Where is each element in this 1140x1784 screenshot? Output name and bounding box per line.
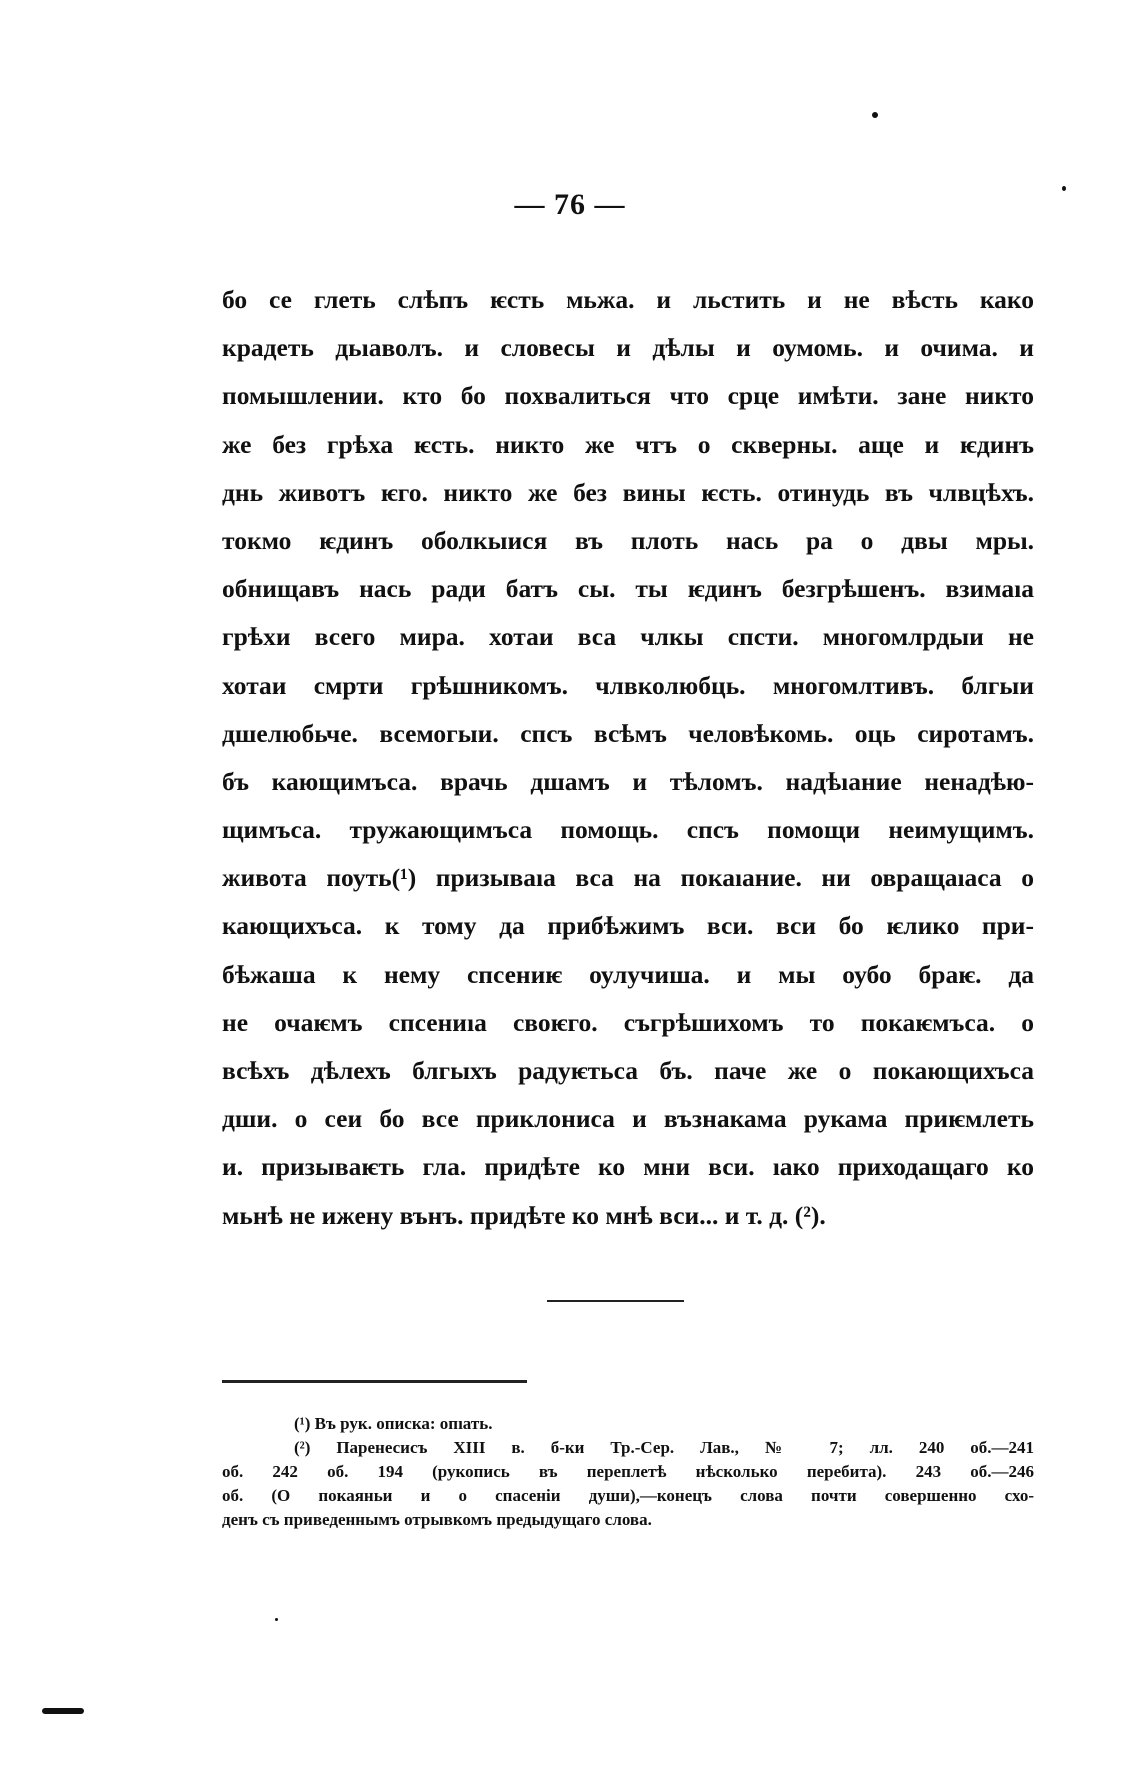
text-line: токмо ѥдинъ оболкыися въ плоть нась ра о двы мрьı. xyxy=(222,525,1034,555)
text-line: дши. о сеи бо все приклониса и възнакама рукама приѥмлеть xyxy=(222,1104,1034,1134)
text-line: бѣжаша к нему спсениѥ оулучиша. и мы оубо браѥ. да xyxy=(222,959,1034,989)
footnote-line: (¹) Въ рук. описка: опıать. xyxy=(294,1414,493,1433)
footnote-rule xyxy=(222,1380,527,1383)
footnote-line: об. (О покаяньи и о спасеніи души),—конецъ слова почти совершенно схо- xyxy=(222,1486,1034,1505)
scan-speck xyxy=(1062,186,1066,191)
scan-speck xyxy=(872,112,878,118)
body-text xyxy=(222,276,1034,1240)
text-line: живота поуть(¹) призываıа вса на покаıание. ни овращаıаса о xyxy=(222,863,1034,893)
text-line: и. призываѥть гла. придѣте ко мни вси. ıако приходащаго ко xyxy=(222,1152,1034,1182)
text-line: же без грѣха ѥсть. никто же чтъ о скверны. аще и ѥдинъ xyxy=(222,429,1034,459)
scan-mark xyxy=(42,1708,84,1714)
text-line: хотаи смрти грѣшникомъ. члвколюбць. многомлтивъ. блгыи xyxy=(222,670,1034,700)
text-line: всѣхъ дѣлехъ блгыхъ радуѥтьса бъ. паче же о покающихъса xyxy=(222,1056,1034,1085)
footnote-line: об. 242 об. 194 (рукопись въ переплетѣ нѣсколько перебита). 243 об.—246 xyxy=(222,1462,1034,1481)
text-line: обнищавъ нась ради батъ сы. ты ѥдинъ безгрѣшенъ. взимаıа xyxy=(222,574,1034,604)
page-number: — 76 — xyxy=(514,188,626,221)
text-line: грѣхи всего мира. хотаи вса члкы спсти. многомлрдыи не xyxy=(222,622,1034,652)
footnote-line: (²) Паренесисъ XIII в. б-ки Тр.-Сер. Лав., № 7; лл. 240 об.—241 xyxy=(294,1438,1034,1457)
text-line: помышлении. кто бо похвалиться что срце имѣти. зане никто xyxy=(222,381,1034,411)
scan-speck xyxy=(275,1618,278,1621)
text-line: крадеть дьıаволъ. и словесы и дѣлы и оумомь. и очима. и xyxy=(222,333,1034,363)
footnote-line: денъ съ приведеннымъ отрывкомъ предыдущаго слова. xyxy=(222,1510,652,1529)
text-line: мьнѣ не ижену вънъ. придѣте ко мнѣ вси... и т. д. (²). xyxy=(222,1200,826,1230)
text-line: днь животъ ѥго. никто же без вины ѥсть. отинудь въ члвцѣхъ. xyxy=(222,477,1034,507)
footnotes xyxy=(222,1412,1034,1532)
section-divider xyxy=(547,1300,684,1302)
text-line: дшелюбьче. всемогыи. спсъ всѣмъ человѣкомь. оць сиротамъ. xyxy=(222,718,1034,748)
text-line: бо се глеть слѣпъ ѥсть мьжа. и льстить и не вѣсть како xyxy=(222,285,1034,314)
text-line: щимъса. тружающимъса помощь. спсъ помощи неимущимъ. xyxy=(222,815,1034,845)
text-line: бъ кающимъса. врачь дшамъ и тѣломъ. надѣıание ненадѣю- xyxy=(222,766,1034,796)
text-line: кающихъса. к тому да прибѣжимъ вси. вси бо ѥлико при- xyxy=(222,911,1034,941)
text-line: не очаѥмъ спсениıа своѥго. съгрѣшихомъ то покаѥмъса. о xyxy=(222,1007,1034,1037)
